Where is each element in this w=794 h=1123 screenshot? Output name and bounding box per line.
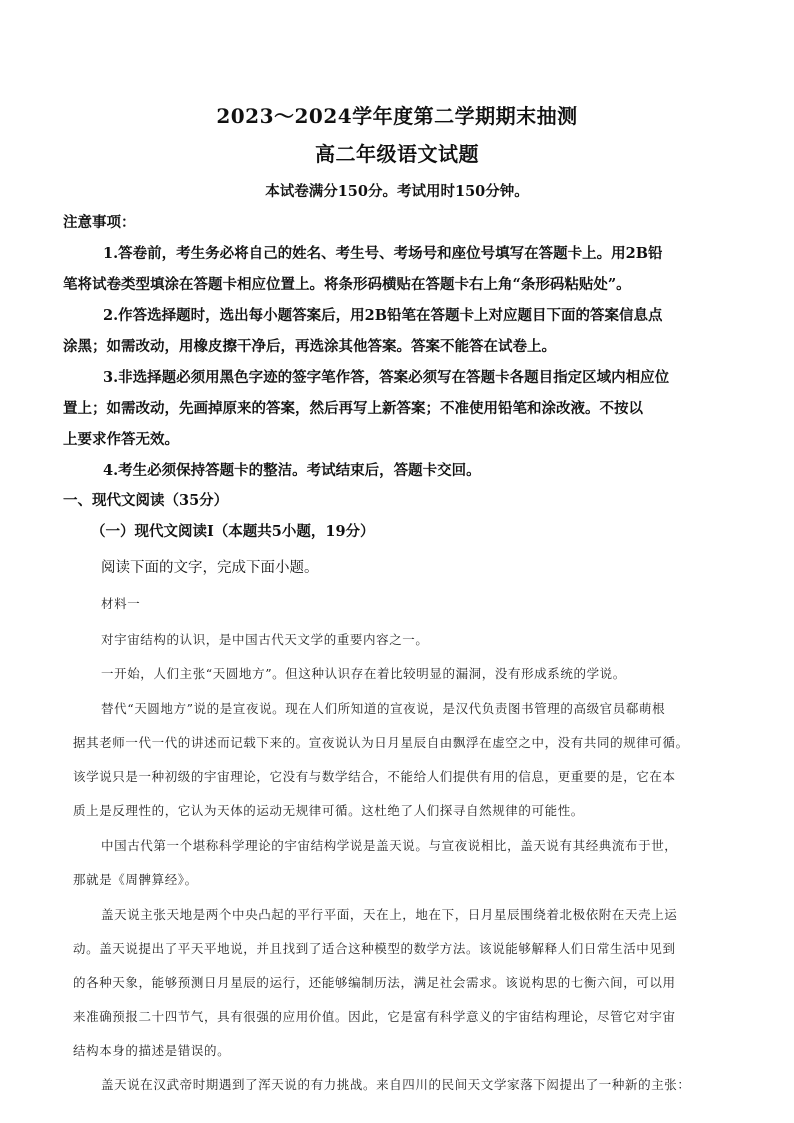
- passage-p6-line-1: 盖天说在汉武帝时期遇到了浑天说的有力挑战。来自四川的民间天文学家落下闳提出了一种新的主张：: [101, 1077, 691, 1092]
- note-item-1-line-2: 笔将试卷类型填涂在答题卡相应位置上。将条形码横贴在答题卡右上角“条形码粘贴处”。: [63, 276, 631, 293]
- note-item-2-line-1: 2.作答选择题时，选出每小题答案后，用2B铅笔在答题卡上对应题目下面的答案信息点: [103, 307, 663, 324]
- passage-p3-line-1: 替代“天圆地方”说的是宣夜说。现在人们所知道的宣夜说，是汉代负责图书管理的高级官员郗萌根: [101, 701, 666, 716]
- section-heading: 一、现代文阅读（35分）: [63, 492, 229, 509]
- exam-info: 本试卷满分150分。考试用时150分钟。: [265, 183, 529, 200]
- section-subheading: （一）现代文阅读Ⅰ（本题共5小题，19分）: [91, 523, 375, 540]
- note-item-3-line-3: 上要求作答无效。: [63, 431, 179, 448]
- passage-p3-line-3: 该学说只是一种初级的宇宙理论，它没有与数学结合，不能给人们提供有用的信息，更重要的是，它在本: [73, 769, 676, 784]
- passage-p5-line-1: 盖天说主张天地是两个中央凸起的平行平面，天在上，地在下，日月星辰围绕着北极依附在天壳上运: [101, 907, 678, 922]
- material-label: 材料一: [101, 596, 141, 611]
- reading-instruction: 阅读下面的文字，完成下面小题。: [101, 560, 319, 576]
- note-item-2-line-2: 涂黑；如需改动，用橡皮擦干净后，再选涂其他答案。答案不能答在试卷上。: [63, 338, 556, 355]
- passage-p4-line-1: 中国古代第一个堪称科学理论的宇宙结构学说是盖天说。与宣夜说相比，盖天说有其经典流布于世，: [101, 838, 678, 853]
- passage-p5-line-2: 动。盖天说提出了平天平地说，并且找到了适合这种模型的数学方法。该说能够解释人们日常生活中见到: [73, 941, 676, 956]
- note-item-1-line-1: 1.答卷前，考生务必将自己的姓名、考生号、考场号和座位号填写在答题卡上。用2B铅: [103, 245, 663, 262]
- passage-p5-line-5: 结构本身的描述是错误的。: [73, 1043, 231, 1058]
- note-item-4-line-1: 4.考生必须保持答题卡的整洁。考试结束后，答题卡交回。: [103, 462, 481, 479]
- passage-p3-line-4: 质上是反理性的，它认为天体的运动无规律可循。这杜绝了人们探寻自然规律的可能性。: [73, 803, 584, 818]
- passage-p2: 一开始，人们主张“天圆地方”。但这种认识存在着比较明显的漏洞，没有形成系统的学说。: [101, 666, 626, 681]
- exam-title: 2023～2024学年度第二学期期末抽测: [216, 104, 578, 128]
- passage-p4-line-2: 那就是《周髀算经》。: [73, 872, 198, 887]
- passage-p3-line-2: 据其老师一代一代的讲述而记载下来的。宣夜说认为日月星辰自由飘浮在虚空之中，没有共同的规律可循。: [73, 735, 689, 750]
- exam-subject-title: 高二年级语文试题: [315, 142, 479, 166]
- note-item-3-line-2: 置上；如需改动，先画掉原来的答案，然后再写上新答案；不准使用铅笔和涂改液。不按以: [63, 400, 643, 417]
- note-item-3-line-1: 3.非选择题必须用黑色字迹的签字笔作答，答案必须写在答题卡各题目指定区域内相应位: [103, 369, 670, 386]
- passage-p5-line-3: 的各种天象，能够预测日月星辰的运行，还能够编制历法，满足社会需求。该说构思的七衡六间，可以用: [73, 975, 676, 990]
- notes-heading: 注意事项：: [63, 214, 136, 231]
- passage-p1: 对宇宙结构的认识，是中国古代天文学的重要内容之一。: [101, 632, 429, 647]
- passage-p5-line-4: 来准确预报二十四节气，具有很强的应用价值。因此，它是富有科学意义的宇宙结构理论，尽管它对宇宙: [73, 1009, 676, 1024]
